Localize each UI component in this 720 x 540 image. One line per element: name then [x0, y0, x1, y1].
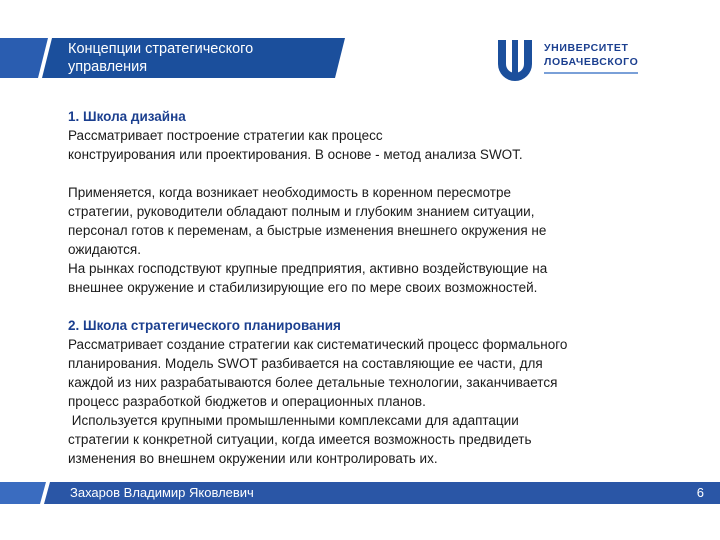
section2-text-line: стратегии к конкретной ситуации, когда имеется возможность предвидеть — [68, 432, 532, 447]
slide-content — [68, 107, 688, 468]
section1-text-line: конструирования или проектирования. В основе - метод анализа SWOT. — [68, 147, 523, 162]
logo-text-line1: УНИВЕРСИТЕТ — [544, 42, 629, 54]
section1-text-line: ожидаются. — [68, 242, 141, 257]
section1-heading: 1. Школа дизайна — [68, 109, 186, 124]
university-u-icon — [494, 38, 536, 82]
section2-heading: 2. Школа стратегического планирования — [68, 318, 341, 333]
slide-title — [68, 40, 348, 76]
section2-text-line: каждой из них разрабатываются более детальные технологии, заканчивается — [68, 375, 558, 390]
section2-text-line: Используется крупными промышленными комплексами для адаптации — [68, 413, 519, 428]
section2-text-line: планирования. Модель SWOT разбивается на составляющие ее части, для — [68, 356, 543, 371]
section1-text-line: стратегии, руководители обладают полным и глубоким знанием ситуации, — [68, 204, 535, 219]
section2-text-line: изменения во внешнем окружении или контролировать их. — [68, 451, 438, 466]
section1-text-line: внешнее окружение и стабилизирующие его по мере своих возможностей. — [68, 280, 538, 295]
slide-title-line2: управления — [68, 59, 148, 75]
section1-text-line: Применяется, когда возникает необходимость в коренном пересмотре — [68, 185, 511, 200]
section2-text-line: Рассматривает создание стратегии как систематический процесс формального — [68, 337, 568, 352]
logo-tagline-bar — [544, 72, 638, 74]
section1-text-line: На рынках господствуют крупные предприятия, активно воздействующие на — [68, 261, 548, 276]
page-number: 6 — [696, 485, 704, 500]
footer-author: Захаров Владимир Яковлевич — [70, 485, 254, 500]
section2-text-line: процесс разработкой бюджетов и операционных планов. — [68, 394, 426, 409]
slide-title-line1: Концепции стратегического — [68, 41, 254, 57]
section1-text-line: Рассматривает построение стратегии как процесс — [68, 128, 383, 143]
university-logo — [494, 38, 654, 84]
logo-text-line2: ЛОБАЧЕВСКОГО — [544, 56, 639, 68]
section1-text-line: персонал готов к переменам, а быстрые изменения внешнего окружения не — [68, 223, 547, 238]
